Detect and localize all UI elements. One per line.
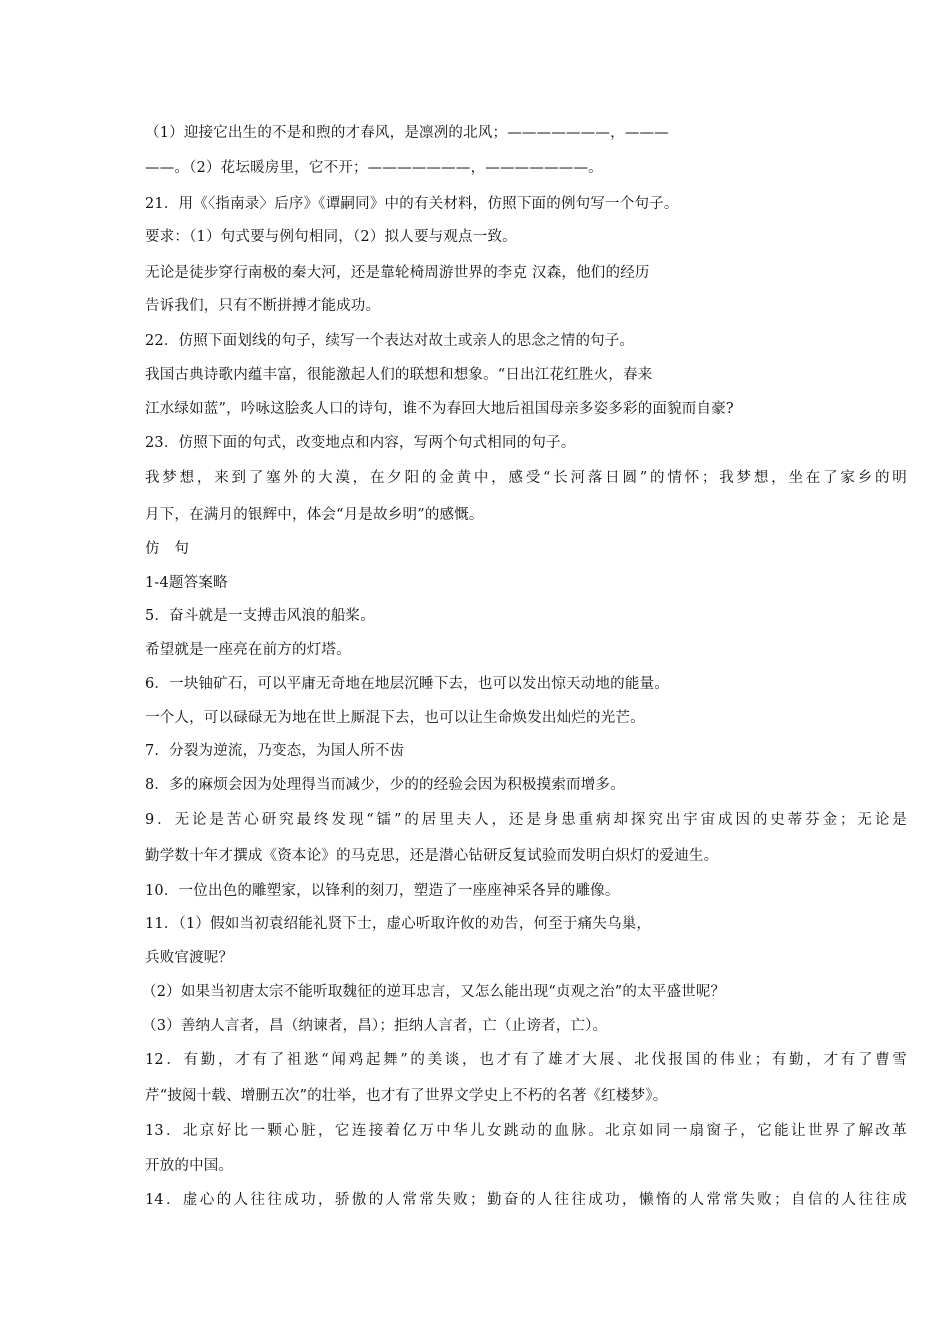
- text-line: 告诉我们，只有不断拼搏才能成功。: [145, 298, 381, 314]
- text-line: ——。（2）花坛暖房里，它不开；———————，———————。: [145, 160, 603, 176]
- text-line: 无论是徒步穿行南极的秦大河，还是靠轮椅周游世界的李克 汉森，他们的经历: [145, 265, 650, 281]
- answer-5: 5．奋斗就是一支搏击风浪的船桨。: [145, 608, 375, 624]
- answer-14: 14．虚心的人往往成功，骄傲的人常常失败；勤奋的人往往成功，懒惰的人常常失败；自信的人往往成: [145, 1192, 907, 1208]
- text-line: 月下，在满月的银辉中，体会“月是故乡明”的感慨。: [145, 507, 484, 523]
- section-heading: 仿 句: [145, 541, 190, 557]
- answer-13: 13．北京好比一颗心脏，它连接着亿万中华儿女跳动的血脉。北京如同一扇窗子，它能让世界了解改革: [145, 1123, 907, 1139]
- text-line: 一个人，可以碌碌无为地在世上厮混下去，也可以让生命焕发出灿烂的光芒。: [145, 710, 645, 726]
- text-line: （1）迎接它出生的不是和煦的才春风，是凛冽的北风；———————，———: [145, 125, 669, 141]
- answer-1-4: 1-4题答案略: [145, 575, 228, 591]
- text-line: 勤学数十年才撰成《资本论》的马克思，还是潜心钻研反复试验而发明白炽灯的爱迪生。: [145, 848, 719, 864]
- text-line: （3）善纳人言者，昌（纳谏者，昌）；拒纳人言者，亡（止谤者，亡）。: [142, 1018, 608, 1034]
- question-22: 22．仿照下面划线的句子，续写一个表达对故土或亲人的思念之情的句子。: [145, 333, 635, 349]
- text-line: 开放的中国。: [145, 1158, 234, 1174]
- text-line: 我国古典诗歌内蕴丰富，很能激起人们的联想和想象。“日出江花红胜火，春来: [145, 367, 653, 383]
- text-line: （2）如果当初唐太宗不能听取魏征的逆耳忠言，又怎么能出现“贞观之治”的太平盛世呢？: [142, 984, 726, 1000]
- text-line: 希望就是一座亮在前方的灯塔。: [145, 642, 351, 658]
- answer-10: 10．一位出色的雕塑家，以锋利的刻刀，塑造了一座座神采各异的雕像。: [145, 883, 620, 899]
- text-line: 兵败官渡呢？: [145, 950, 234, 966]
- answer-6: 6．一块铀矿石，可以平庸无奇地在地层沉睡下去，也可以发出惊天动地的能量。: [145, 676, 669, 692]
- text-line: 芹“披阅十载、增删五次”的壮举，也才有了世界文学史上不朽的名著《红楼梦》。: [145, 1088, 668, 1104]
- answer-8: 8．多的麻烦会因为处理得当而减少，少的的经验会因为积极摸索而增多。: [145, 777, 625, 793]
- question-21: 21．用《〈指南录〉后序》《谭嗣同》中的有关材料，仿照下面的例句写一个句子。: [145, 196, 679, 212]
- answer-7: 7．分裂为逆流，乃变态，为国人所不齿: [145, 743, 405, 759]
- question-23: 23．仿照下面的句式，改变地点和内容，写两个句式相同的句子。: [145, 435, 576, 451]
- text-line: 江水绿如蓝”，吟咏这脍炙人口的诗句，谁不为春回大地后祖国母亲多姿多彩的面貌而自豪?: [145, 401, 734, 417]
- answer-12: 12．有勤，才有了祖逖“闻鸡起舞”的美谈，也才有了雄才大展、北伐报国的伟业；有勤，才有了曹雪: [145, 1052, 907, 1068]
- text-line: 我梦想，来到了塞外的大漠，在夕阳的金黄中，感受“长河落日圆”的情怀；我梦想，坐在了家乡的明: [145, 470, 907, 486]
- text-line: 要求：（1）句式要与例句相同，（2）拟人要与观点一致。: [145, 229, 517, 245]
- answer-9: 9．无论是苦心研究最终发现“镭”的居里夫人，还是身患重病却探究出宇宙成因的史蒂芬金；无论是: [145, 812, 907, 828]
- answer-11: 11．（1）假如当初袁绍能礼贤下士，虚心听取许攸的劝告，何至于痛失乌巢，: [145, 916, 652, 932]
